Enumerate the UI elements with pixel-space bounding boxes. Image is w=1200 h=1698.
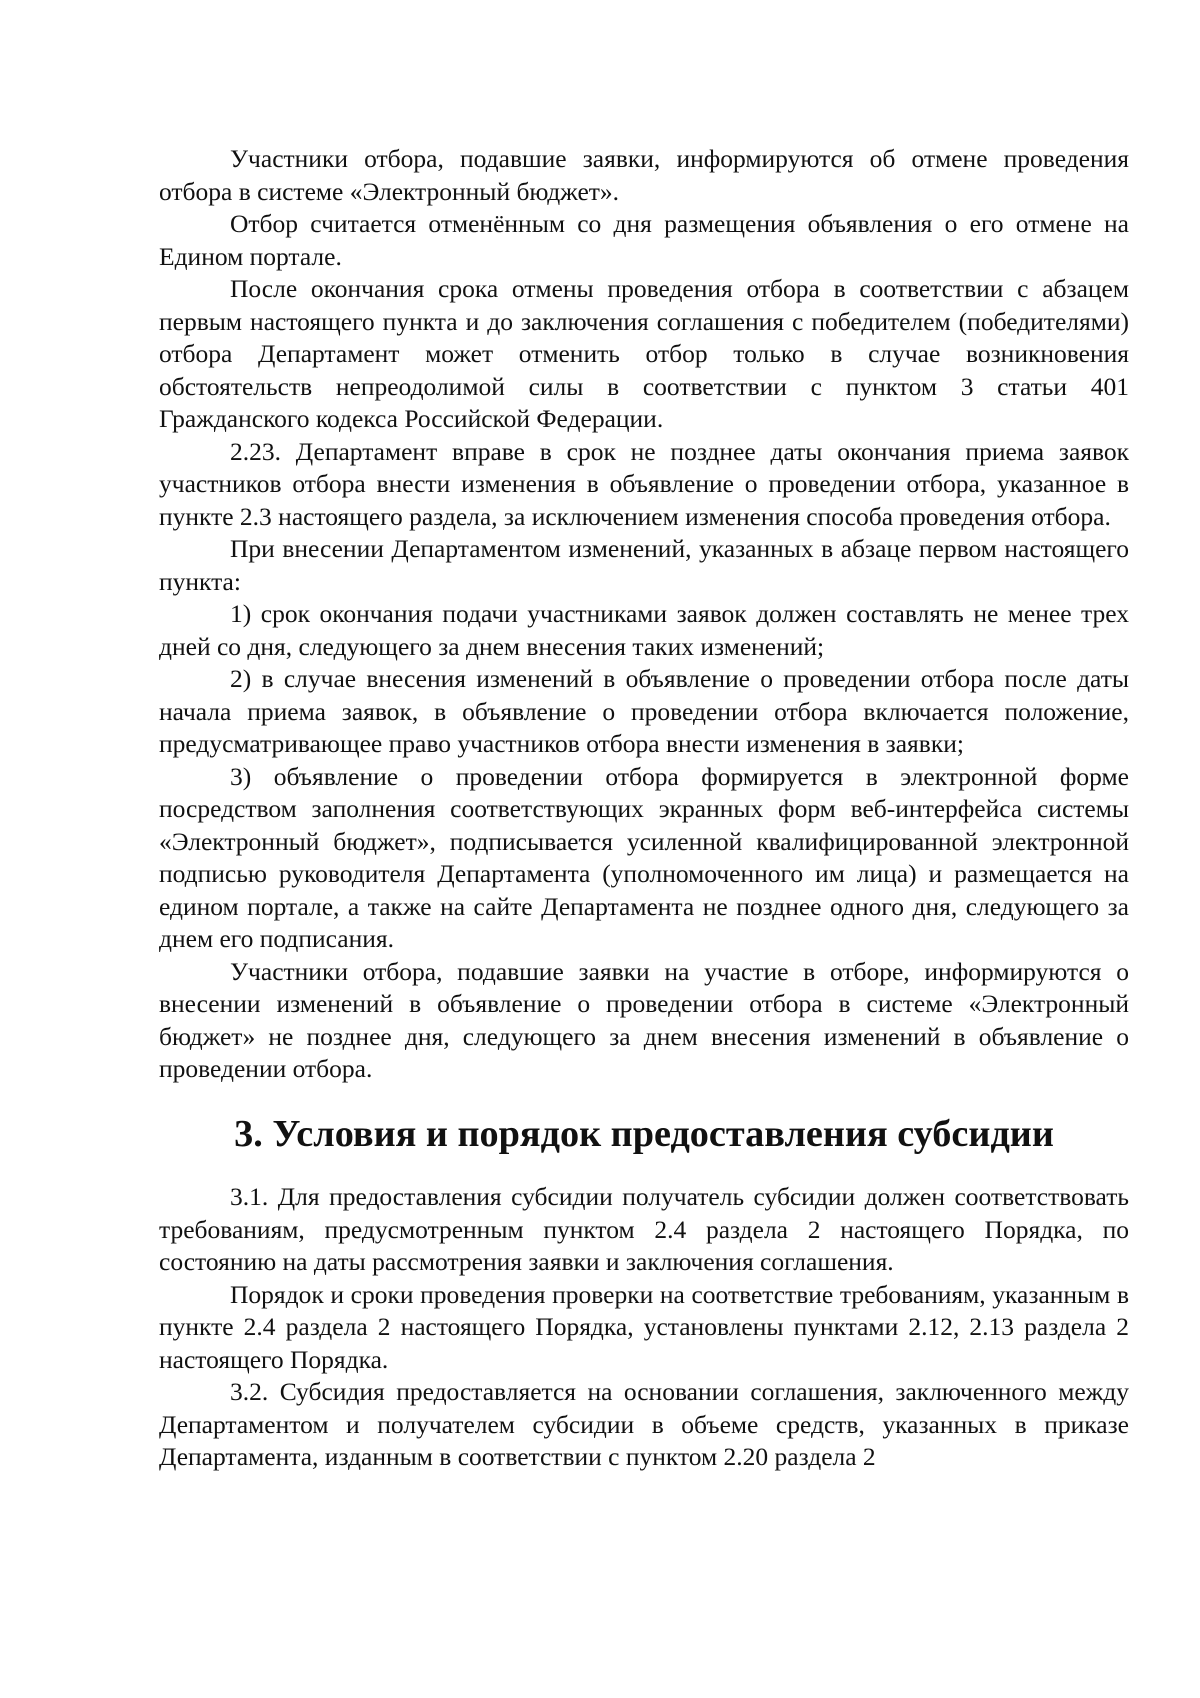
document-page: [159, 143, 1129, 1474]
paragraph: 3.1. Для предоставления субсидии получатель субсидии должен соответствовать требованиям, предусмотренным пунктом 2.4 раздела 2 настоящего Порядка, по состоянию на даты рассмотрения заявки и заключения соглашения.: [159, 1182, 1129, 1276]
list-item: 1) срок окончания подачи участниками заявок должен составлять не менее трех дней со дня, следующего за днем внесения таких изменений;: [159, 599, 1129, 661]
list-item: 2) в случае внесения изменений в объявление о проведении отбора после даты начала приема заявок, в объявление о проведении отбора включается положение, предусматривающее право участников отбора внести изменения в заявки;: [159, 664, 1129, 758]
paragraph: Отбор считается отменённым со дня размещения объявления о его отмене на Едином портале.: [159, 209, 1129, 271]
paragraph: 3.2. Субсидия предоставляется на основании соглашения, заключенного между Департаментом и получателем субсидии в объеме средств, указанных в приказе Департамента, изданным в соответствии с пунктом 2.20 раздела 2: [159, 1377, 1129, 1471]
paragraph: После окончания срока отмены проведения отбора в соответствии с абзацем первым настоящего пункта и до заключения соглашения с победителем (победителями) отбора Департамент может отменить отбор только в случае возникновения обстоятельств непреодолимой силы в соответствии с пунктом 3 статьи 401 Гражданского кодекса Российской Федерации.: [159, 274, 1129, 433]
paragraph: Участники отбора, подавшие заявки, информируются об отмене проведения отбора в системе «Электронный бюджет».: [159, 144, 1129, 206]
paragraph: При внесении Департаментом изменений, указанных в абзаце первом настоящего пункта:: [159, 534, 1129, 596]
paragraph: Участники отбора, подавшие заявки на участие в отборе, информируются о внесении изменений в объявление о проведении отбора в системе «Электронный бюджет» не позднее дня, следующего за днем внесения изменений в объявление о проведении отбора.: [159, 956, 1129, 1083]
list-item: 3) объявление о проведении отбора формируется в электронной форме посредством заполнения соответствующих экранных форм веб-интерфейса системы «Электронный бюджет», подписывается усиленной квалифицированной электронной подписью руководителя Департамента (уполномоченного им лица) и размещается на едином портале, а также на сайте Департамента не позднее одного дня, следующего за днем его подписания.: [159, 761, 1129, 953]
section-heading: 3. Условия и порядок предоставления субсидии: [234, 1112, 1054, 1155]
paragraph: Порядок и сроки проведения проверки на соответствие требованиям, указанным в пункте 2.4 раздела 2 настоящего Порядка, установлены пунктами 2.12, 2.13 раздела 2 настоящего Порядка.: [159, 1279, 1129, 1374]
paragraph: 2.23. Департамент вправе в срок не позднее даты окончания приема заявок участников отбора внести изменения в объявление о проведении отбора, указанное в пункте 2.3 настоящего раздела, за исключением изменения способа проведения отбора.: [159, 436, 1129, 531]
